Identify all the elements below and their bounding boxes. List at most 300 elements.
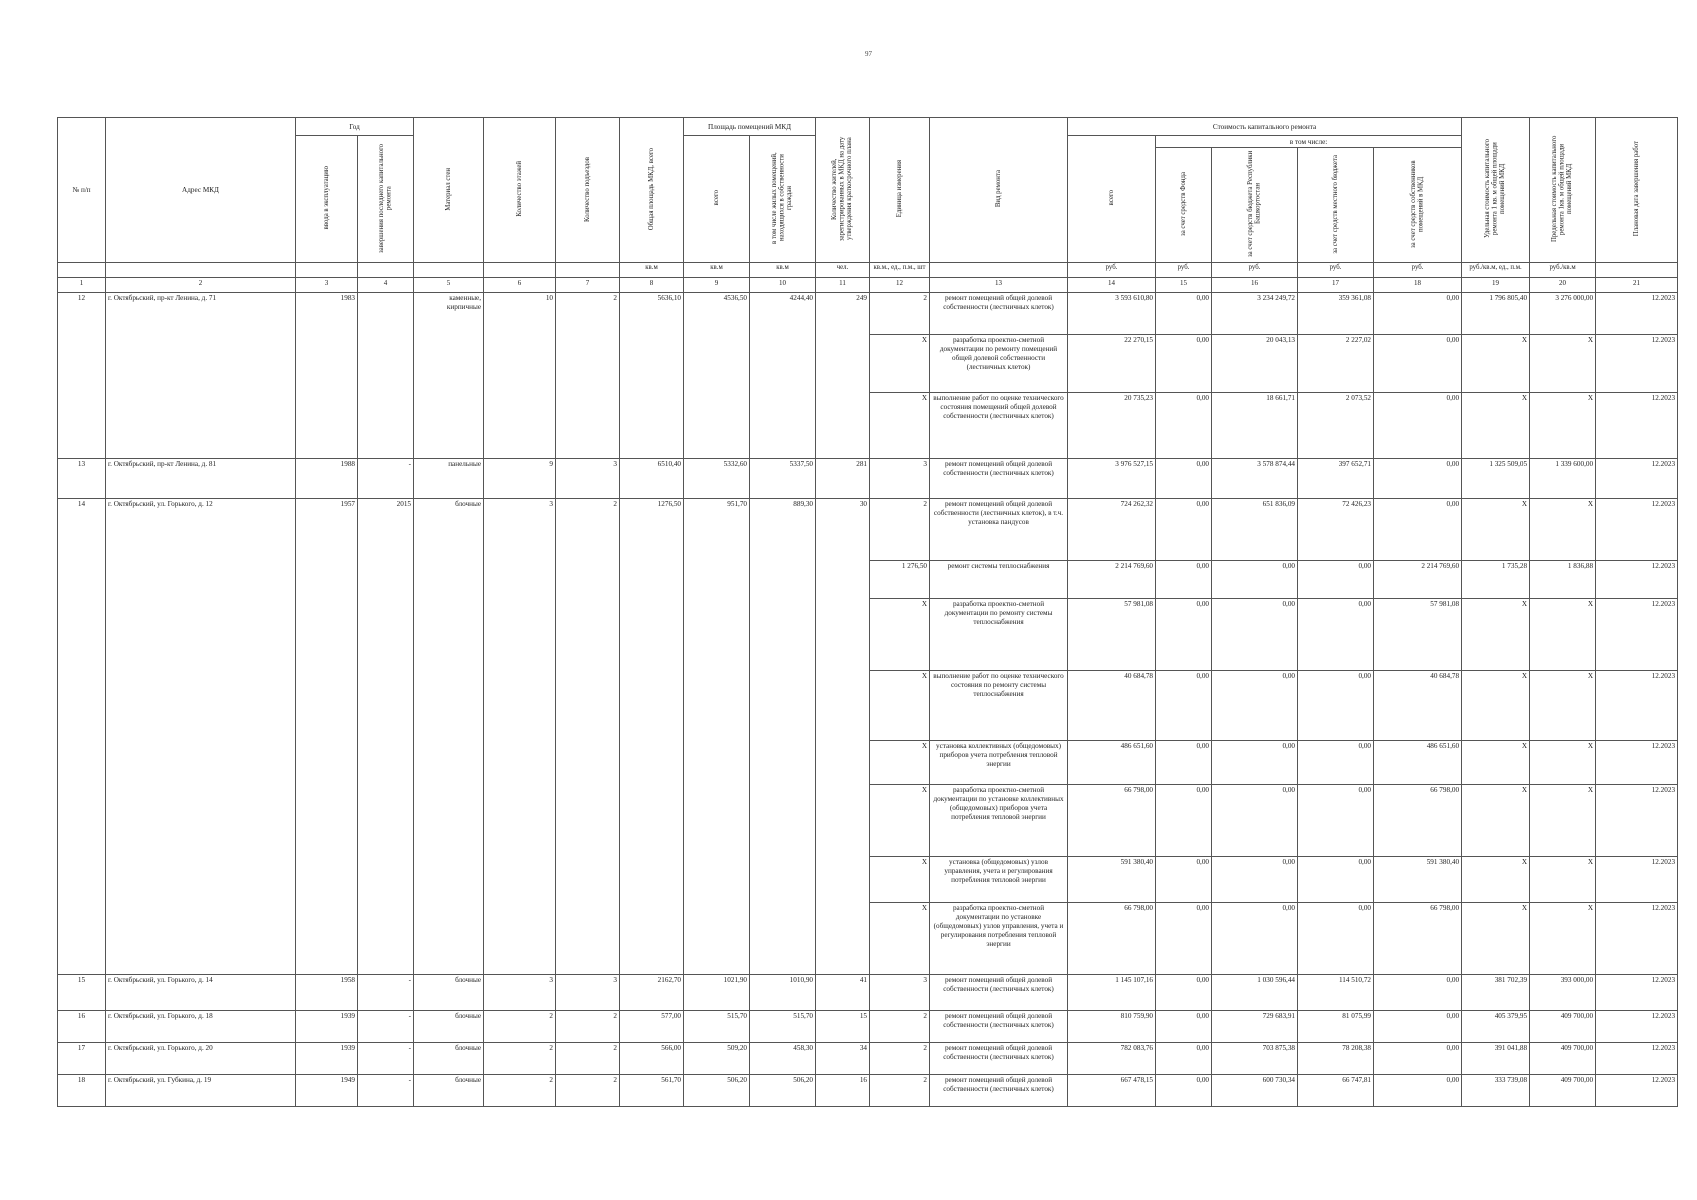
specific-cost: X <box>1462 393 1530 459</box>
header-floors <box>484 118 556 263</box>
column-number-cell: 8 <box>620 278 684 293</box>
commission-year: 1939 <box>296 1011 358 1043</box>
premises-area: 951,70 <box>684 499 750 975</box>
entrances-count: 3 <box>556 459 620 499</box>
residential-area: 506,20 <box>750 1075 816 1107</box>
work-type: ремонт помещений общей долевой собственности (лестничных клеток) <box>930 459 1068 499</box>
cost-owners: 0,00 <box>1374 499 1462 561</box>
cost-republic: 0,00 <box>1212 599 1298 671</box>
cost-local: 397 652,71 <box>1298 459 1374 499</box>
completion-date: 12.2023 <box>1596 293 1678 335</box>
work-quantity: X <box>870 785 930 857</box>
cost-owners: 0,00 <box>1374 975 1462 1011</box>
cost-republic: 18 661,71 <box>1212 393 1298 459</box>
cost-total: 1 145 107,16 <box>1068 975 1156 1011</box>
work-type: разработка проектно-сметной документации по установке (общедомовых) узлов управления, учета и регулирования потребления тепловой энергии <box>930 903 1068 975</box>
unit-cell: руб. <box>1374 263 1462 278</box>
completion-date: 12.2023 <box>1596 1011 1678 1043</box>
unit-cell <box>296 263 358 278</box>
specific-cost: 1 325 509,05 <box>1462 459 1530 499</box>
residents-count: 15 <box>816 1011 870 1043</box>
cost-total: 782 083,76 <box>1068 1043 1156 1075</box>
work-quantity: 2 <box>870 1075 930 1107</box>
cost-fund: 0,00 <box>1156 857 1212 903</box>
limit-cost: X <box>1530 785 1596 857</box>
work-quantity: X <box>870 741 930 785</box>
completion-date: 12.2023 <box>1596 785 1678 857</box>
header-num: № п/п <box>58 118 106 263</box>
last-repair-year: 2015 <box>358 499 414 975</box>
table-row <box>58 975 1678 1011</box>
commission-year: 1939 <box>296 1043 358 1075</box>
limit-cost: X <box>1530 741 1596 785</box>
header-unit <box>870 118 930 263</box>
completion-date: 12.2023 <box>1596 335 1678 393</box>
limit-cost: 409 700,00 <box>1530 1075 1596 1107</box>
header-floors-text: Количество этажей <box>515 161 523 217</box>
wall-material: блочные <box>414 499 484 975</box>
limit-cost: 1 339 600,00 <box>1530 459 1596 499</box>
premises-area: 4536,50 <box>684 293 750 459</box>
cost-fund: 0,00 <box>1156 1043 1212 1075</box>
building-address: г. Октябрьский, ул. Горького, д. 18 <box>106 1011 296 1043</box>
building-address: г. Октябрьский, ул. Горького, д. 12 <box>106 499 296 975</box>
completion-date: 12.2023 <box>1596 1043 1678 1075</box>
completion-date: 12.2023 <box>1596 857 1678 903</box>
cost-fund: 0,00 <box>1156 785 1212 857</box>
cost-fund: 0,00 <box>1156 975 1212 1011</box>
cost-owners: 0,00 <box>1374 393 1462 459</box>
header-deadline-text: Плановая дата завершения работ <box>1632 141 1640 237</box>
cost-local: 0,00 <box>1298 741 1374 785</box>
specific-cost: X <box>1462 499 1530 561</box>
entrances-count: 2 <box>556 1011 620 1043</box>
work-type: ремонт помещений общей долевой собственности (лестничных клеток) <box>930 293 1068 335</box>
cost-republic: 0,00 <box>1212 785 1298 857</box>
residential-area: 4244,40 <box>750 293 816 459</box>
total-area: 1276,50 <box>620 499 684 975</box>
work-quantity: X <box>870 857 930 903</box>
cost-republic: 1 030 596,44 <box>1212 975 1298 1011</box>
residents-count: 249 <box>816 293 870 459</box>
floors-count: 9 <box>484 459 556 499</box>
limit-cost: 409 700,00 <box>1530 1011 1596 1043</box>
residential-area: 1010,90 <box>750 975 816 1011</box>
wall-material: блочные <box>414 1043 484 1075</box>
column-number-cell: 17 <box>1298 278 1374 293</box>
completion-date: 12.2023 <box>1596 393 1678 459</box>
work-quantity: X <box>870 599 930 671</box>
specific-cost: X <box>1462 335 1530 393</box>
cost-local: 114 510,72 <box>1298 975 1374 1011</box>
cost-total: 40 684,78 <box>1068 671 1156 741</box>
work-quantity: X <box>870 903 930 975</box>
unit-cell <box>106 263 296 278</box>
header-area-residents-text: в том числе жилых помещений, находящихся в собственности граждан <box>771 152 794 244</box>
cost-republic: 0,00 <box>1212 857 1298 903</box>
residents-count: 30 <box>816 499 870 975</box>
building-address: г. Октябрьский, ул. Горького, д. 20 <box>106 1043 296 1075</box>
specific-cost: 405 379,95 <box>1462 1011 1530 1043</box>
cost-total: 66 798,00 <box>1068 785 1156 857</box>
page-number: 97 <box>865 50 872 58</box>
header-entrances <box>556 118 620 263</box>
cost-local: 0,00 <box>1298 599 1374 671</box>
unit-cell: кв.м <box>620 263 684 278</box>
limit-cost: X <box>1530 335 1596 393</box>
limit-cost: 393 000,00 <box>1530 975 1596 1011</box>
wall-material: панельные <box>414 459 484 499</box>
unit-cell: руб. <box>1298 263 1374 278</box>
floors-count: 2 <box>484 1043 556 1075</box>
header-work-type-text: Вид ремонта <box>994 170 1002 208</box>
completion-date: 12.2023 <box>1596 599 1678 671</box>
specific-cost: 1 735,28 <box>1462 561 1530 599</box>
total-area: 2162,70 <box>620 975 684 1011</box>
column-number-cell: 21 <box>1596 278 1678 293</box>
table-row <box>58 1011 1678 1043</box>
commission-year: 1957 <box>296 499 358 975</box>
work-quantity: 1 276,50 <box>870 561 930 599</box>
entrances-count: 3 <box>556 975 620 1011</box>
completion-date: 12.2023 <box>1596 561 1678 599</box>
column-number-cell: 13 <box>930 278 1068 293</box>
cost-total: 3 976 527,15 <box>1068 459 1156 499</box>
floors-count: 2 <box>484 1011 556 1043</box>
row-number: 16 <box>58 1011 106 1043</box>
unit-cell: руб. <box>1212 263 1298 278</box>
units-row <box>58 263 1678 278</box>
work-type: ремонт помещений общей долевой собственности (лестничных клеток), в т.ч. установка пандусов <box>930 499 1068 561</box>
work-type: ремонт системы теплоснабжения <box>930 561 1068 599</box>
work-type: ремонт помещений общей долевой собственности (лестничных клеток) <box>930 1043 1068 1075</box>
residential-area: 5337,50 <box>750 459 816 499</box>
premises-area: 515,70 <box>684 1011 750 1043</box>
work-type: разработка проектно-сметной документации по ремонту системы теплоснабжения <box>930 599 1068 671</box>
limit-cost: X <box>1530 499 1596 561</box>
cost-owners: 0,00 <box>1374 293 1462 335</box>
cost-total: 57 981,08 <box>1068 599 1156 671</box>
unit-cell <box>58 263 106 278</box>
cost-republic: 703 875,38 <box>1212 1043 1298 1075</box>
cost-total: 2 214 769,60 <box>1068 561 1156 599</box>
cost-local: 2 073,52 <box>1298 393 1374 459</box>
specific-cost: 1 796 805,40 <box>1462 293 1530 335</box>
column-number-cell: 10 <box>750 278 816 293</box>
work-type: разработка проектно-сметной документации по установке коллективных (общедомовых) приборов учета потребления тепловой энергии <box>930 785 1068 857</box>
column-number-cell: 6 <box>484 278 556 293</box>
cost-republic: 3 578 874,44 <box>1212 459 1298 499</box>
work-quantity: X <box>870 393 930 459</box>
cost-republic: 0,00 <box>1212 561 1298 599</box>
cost-republic: 729 683,91 <box>1212 1011 1298 1043</box>
cost-local: 0,00 <box>1298 857 1374 903</box>
unit-cell <box>358 263 414 278</box>
commission-year: 1988 <box>296 459 358 499</box>
cost-republic: 3 234 249,72 <box>1212 293 1298 335</box>
premises-area: 1021,90 <box>684 975 750 1011</box>
header-year-last-repair <box>358 136 414 263</box>
header-area-group: Площадь помещений МКД <box>684 118 816 136</box>
column-number-cell: 5 <box>414 278 484 293</box>
unit-cell <box>930 263 1068 278</box>
row-number: 18 <box>58 1075 106 1107</box>
cost-fund: 0,00 <box>1156 335 1212 393</box>
floors-count: 3 <box>484 975 556 1011</box>
header-residents <box>816 118 870 263</box>
limit-cost: X <box>1530 599 1596 671</box>
row-number: 13 <box>58 459 106 499</box>
header-entrances-text: Количество подъездов <box>583 156 591 222</box>
residential-area: 458,30 <box>750 1043 816 1075</box>
total-area: 577,00 <box>620 1011 684 1043</box>
unit-cell <box>414 263 484 278</box>
header-cost-fund-text: за счет средств Фонда <box>1179 172 1187 236</box>
last-repair-year: - <box>358 1075 414 1107</box>
header-specific-cost <box>1462 118 1530 263</box>
unit-cell: чел. <box>816 263 870 278</box>
entrances-count: 2 <box>556 1043 620 1075</box>
specific-cost: X <box>1462 903 1530 975</box>
column-number-cell: 7 <box>556 278 620 293</box>
header-work-type <box>930 118 1068 263</box>
specific-cost: X <box>1462 857 1530 903</box>
work-quantity: 3 <box>870 459 930 499</box>
floors-count: 10 <box>484 293 556 459</box>
cost-republic: 0,00 <box>1212 903 1298 975</box>
work-type: ремонт помещений общей долевой собственности (лестничных клеток) <box>930 1075 1068 1107</box>
completion-date: 12.2023 <box>1596 499 1678 561</box>
residents-count: 34 <box>816 1043 870 1075</box>
header-address: Адрес МКД <box>106 118 296 263</box>
cost-republic: 0,00 <box>1212 671 1298 741</box>
cost-fund: 0,00 <box>1156 741 1212 785</box>
completion-date: 12.2023 <box>1596 1075 1678 1107</box>
work-quantity: 2 <box>870 1011 930 1043</box>
building-address: г. Октябрьский, пр-кт Ленина, д. 81 <box>106 459 296 499</box>
header-area-total <box>684 136 750 263</box>
cost-owners: 57 981,08 <box>1374 599 1462 671</box>
table-row <box>58 1043 1678 1075</box>
header-residents-text: Количество жителей, зарегистрированных в МКД на дату утверждения краткосрочного плана <box>831 136 854 242</box>
cost-total: 667 478,15 <box>1068 1075 1156 1107</box>
unit-cell <box>1596 263 1678 278</box>
cost-fund: 0,00 <box>1156 903 1212 975</box>
completion-date: 12.2023 <box>1596 671 1678 741</box>
cost-fund: 0,00 <box>1156 1075 1212 1107</box>
work-type: ремонт помещений общей долевой собственности (лестничных клеток) <box>930 1011 1068 1043</box>
column-number-cell: 20 <box>1530 278 1596 293</box>
column-number-cell: 11 <box>816 278 870 293</box>
unit-cell: руб./кв.м, ед., п.м. <box>1462 263 1530 278</box>
cost-total: 810 759,90 <box>1068 1011 1156 1043</box>
cost-fund: 0,00 <box>1156 459 1212 499</box>
work-type: выполнение работ по оценке технического состояния по ремонту системы теплоснабжения <box>930 671 1068 741</box>
header-cost-republic-text: за счет средств бюджета Республики Башкортостан <box>1247 150 1262 258</box>
cost-owners: 66 798,00 <box>1374 785 1462 857</box>
cost-local: 81 075,99 <box>1298 1011 1374 1043</box>
limit-cost: X <box>1530 903 1596 975</box>
cost-total: 20 735,23 <box>1068 393 1156 459</box>
header-cost-group: Стоимость капитального ремонта <box>1068 118 1462 136</box>
row-number: 14 <box>58 499 106 975</box>
unit-cell: кв.м <box>750 263 816 278</box>
commission-year: 1983 <box>296 293 358 459</box>
row-number: 12 <box>58 293 106 459</box>
cost-fund: 0,00 <box>1156 671 1212 741</box>
residential-area: 515,70 <box>750 1011 816 1043</box>
cost-total: 66 798,00 <box>1068 903 1156 975</box>
column-number-cell: 15 <box>1156 278 1212 293</box>
building-address: г. Октябрьский, ул. Горького, д. 14 <box>106 975 296 1011</box>
column-number-cell: 4 <box>358 278 414 293</box>
work-type: установка коллективных (общедомовых) приборов учета потребления тепловой энергии <box>930 741 1068 785</box>
completion-date: 12.2023 <box>1596 741 1678 785</box>
cost-local: 66 747,81 <box>1298 1075 1374 1107</box>
header-year-commission-text: ввода в эксплуатацию <box>322 166 330 230</box>
header-area-residents <box>750 136 816 263</box>
wall-material: блочные <box>414 1075 484 1107</box>
header-limit-cost <box>1530 118 1596 263</box>
cost-local: 78 208,38 <box>1298 1043 1374 1075</box>
header-deadline <box>1596 118 1678 263</box>
cost-owners: 486 651,60 <box>1374 741 1462 785</box>
cost-local: 0,00 <box>1298 903 1374 975</box>
column-number-cell: 12 <box>870 278 930 293</box>
header-cost-fund <box>1156 148 1212 263</box>
cost-local: 2 227,02 <box>1298 335 1374 393</box>
building-address: г. Октябрьский, ул. Губкина, д. 19 <box>106 1075 296 1107</box>
cost-republic: 20 043,13 <box>1212 335 1298 393</box>
header-cost-local <box>1298 148 1374 263</box>
last-repair-year: - <box>358 1043 414 1075</box>
column-number-cell: 1 <box>58 278 106 293</box>
header-unit-text: Единица измерения <box>895 160 903 218</box>
completion-date: 12.2023 <box>1596 903 1678 975</box>
header-year-commission <box>296 136 358 263</box>
cost-owners: 66 798,00 <box>1374 903 1462 975</box>
entrances-count: 2 <box>556 499 620 975</box>
specific-cost: 333 739,08 <box>1462 1075 1530 1107</box>
cost-owners: 591 380,40 <box>1374 857 1462 903</box>
specific-cost: 381 702,39 <box>1462 975 1530 1011</box>
work-quantity: X <box>870 335 930 393</box>
floors-count: 3 <box>484 499 556 975</box>
cost-owners: 40 684,78 <box>1374 671 1462 741</box>
work-quantity: 2 <box>870 1043 930 1075</box>
residents-count: 16 <box>816 1075 870 1107</box>
table-row <box>58 499 1678 561</box>
wall-material: блочные <box>414 1011 484 1043</box>
limit-cost: 1 836,88 <box>1530 561 1596 599</box>
column-number-cell: 3 <box>296 278 358 293</box>
cost-owners: 0,00 <box>1374 335 1462 393</box>
work-type: ремонт помещений общей долевой собственности (лестничных клеток) <box>930 975 1068 1011</box>
header-cost-owners-text: за счет средств собственников помещений в МКД <box>1410 160 1425 248</box>
limit-cost: 3 276 000,00 <box>1530 293 1596 335</box>
row-number: 17 <box>58 1043 106 1075</box>
limit-cost: X <box>1530 857 1596 903</box>
cost-local: 0,00 <box>1298 785 1374 857</box>
premises-area: 5332,60 <box>684 459 750 499</box>
column-numbers-row <box>58 278 1678 293</box>
header-cost-total <box>1068 136 1156 263</box>
specific-cost: 391 041,88 <box>1462 1043 1530 1075</box>
header-cost-local-text: за счет средств местного бюджета <box>1331 154 1339 254</box>
cost-total: 724 262,32 <box>1068 499 1156 561</box>
table-row <box>58 293 1678 335</box>
header-limit-cost-text: Предельная стоимость капитального ремонта 1кв. м общей площади помещений МКД <box>1551 135 1574 243</box>
header-material-text: Материал стен <box>444 167 452 211</box>
work-type: выполнение работ по оценке технического состояния помещений общей долевой собственности (лестничных клеток) <box>930 393 1068 459</box>
entrances-count: 2 <box>556 293 620 459</box>
cost-owners: 0,00 <box>1374 1043 1462 1075</box>
header-material <box>414 118 484 263</box>
table-row <box>58 459 1678 499</box>
header-year-last-repair-text: завершения последнего капитального ремонта <box>378 143 393 253</box>
wall-material: блочные <box>414 975 484 1011</box>
unit-cell: кв.м <box>684 263 750 278</box>
work-type: разработка проектно-сметной документации по ремонту помещений общей долевой собственности (лестничных клеток) <box>930 335 1068 393</box>
completion-date: 12.2023 <box>1596 459 1678 499</box>
header-cost-total-text: всего <box>1107 190 1115 206</box>
header-cost-republic <box>1212 148 1298 263</box>
limit-cost: 409 700,00 <box>1530 1043 1596 1075</box>
cost-fund: 0,00 <box>1156 293 1212 335</box>
work-quantity: 2 <box>870 293 930 335</box>
wall-material: каменные, кирпичные <box>414 293 484 459</box>
completion-date: 12.2023 <box>1596 975 1678 1011</box>
last-repair-year: - <box>358 975 414 1011</box>
cost-owners: 0,00 <box>1374 1075 1462 1107</box>
commission-year: 1958 <box>296 975 358 1011</box>
specific-cost: X <box>1462 785 1530 857</box>
header-specific-cost-text: Удельная стоимость капитального ремонта 1 кв. м общей площади помещений МКД <box>1484 139 1507 239</box>
work-quantity: 2 <box>870 499 930 561</box>
header-year: Год <box>296 118 414 136</box>
cost-fund: 0,00 <box>1156 599 1212 671</box>
column-number-cell: 16 <box>1212 278 1298 293</box>
residential-area: 889,30 <box>750 499 816 975</box>
specific-cost: X <box>1462 671 1530 741</box>
header-area-total-text: всего <box>712 190 720 206</box>
repair-plan-table <box>57 117 1678 1107</box>
document-sheet <box>57 117 1678 1107</box>
cost-fund: 0,00 <box>1156 561 1212 599</box>
cost-local: 0,00 <box>1298 561 1374 599</box>
total-area: 5636,10 <box>620 293 684 459</box>
last-repair-year <box>358 293 414 459</box>
total-area: 566,00 <box>620 1043 684 1075</box>
column-number-cell: 9 <box>684 278 750 293</box>
header-total-area <box>620 118 684 263</box>
residents-count: 281 <box>816 459 870 499</box>
premises-area: 506,20 <box>684 1075 750 1107</box>
cost-republic: 0,00 <box>1212 741 1298 785</box>
specific-cost: X <box>1462 741 1530 785</box>
work-quantity: X <box>870 671 930 741</box>
column-number-cell: 2 <box>106 278 296 293</box>
table-body <box>58 293 1678 1107</box>
cost-fund: 0,00 <box>1156 1011 1212 1043</box>
last-repair-year: - <box>358 459 414 499</box>
column-number-cell: 18 <box>1374 278 1462 293</box>
cost-total: 3 593 610,80 <box>1068 293 1156 335</box>
unit-cell: руб. <box>1156 263 1212 278</box>
column-number-cell: 14 <box>1068 278 1156 293</box>
entrances-count: 2 <box>556 1075 620 1107</box>
cost-local: 359 361,08 <box>1298 293 1374 335</box>
